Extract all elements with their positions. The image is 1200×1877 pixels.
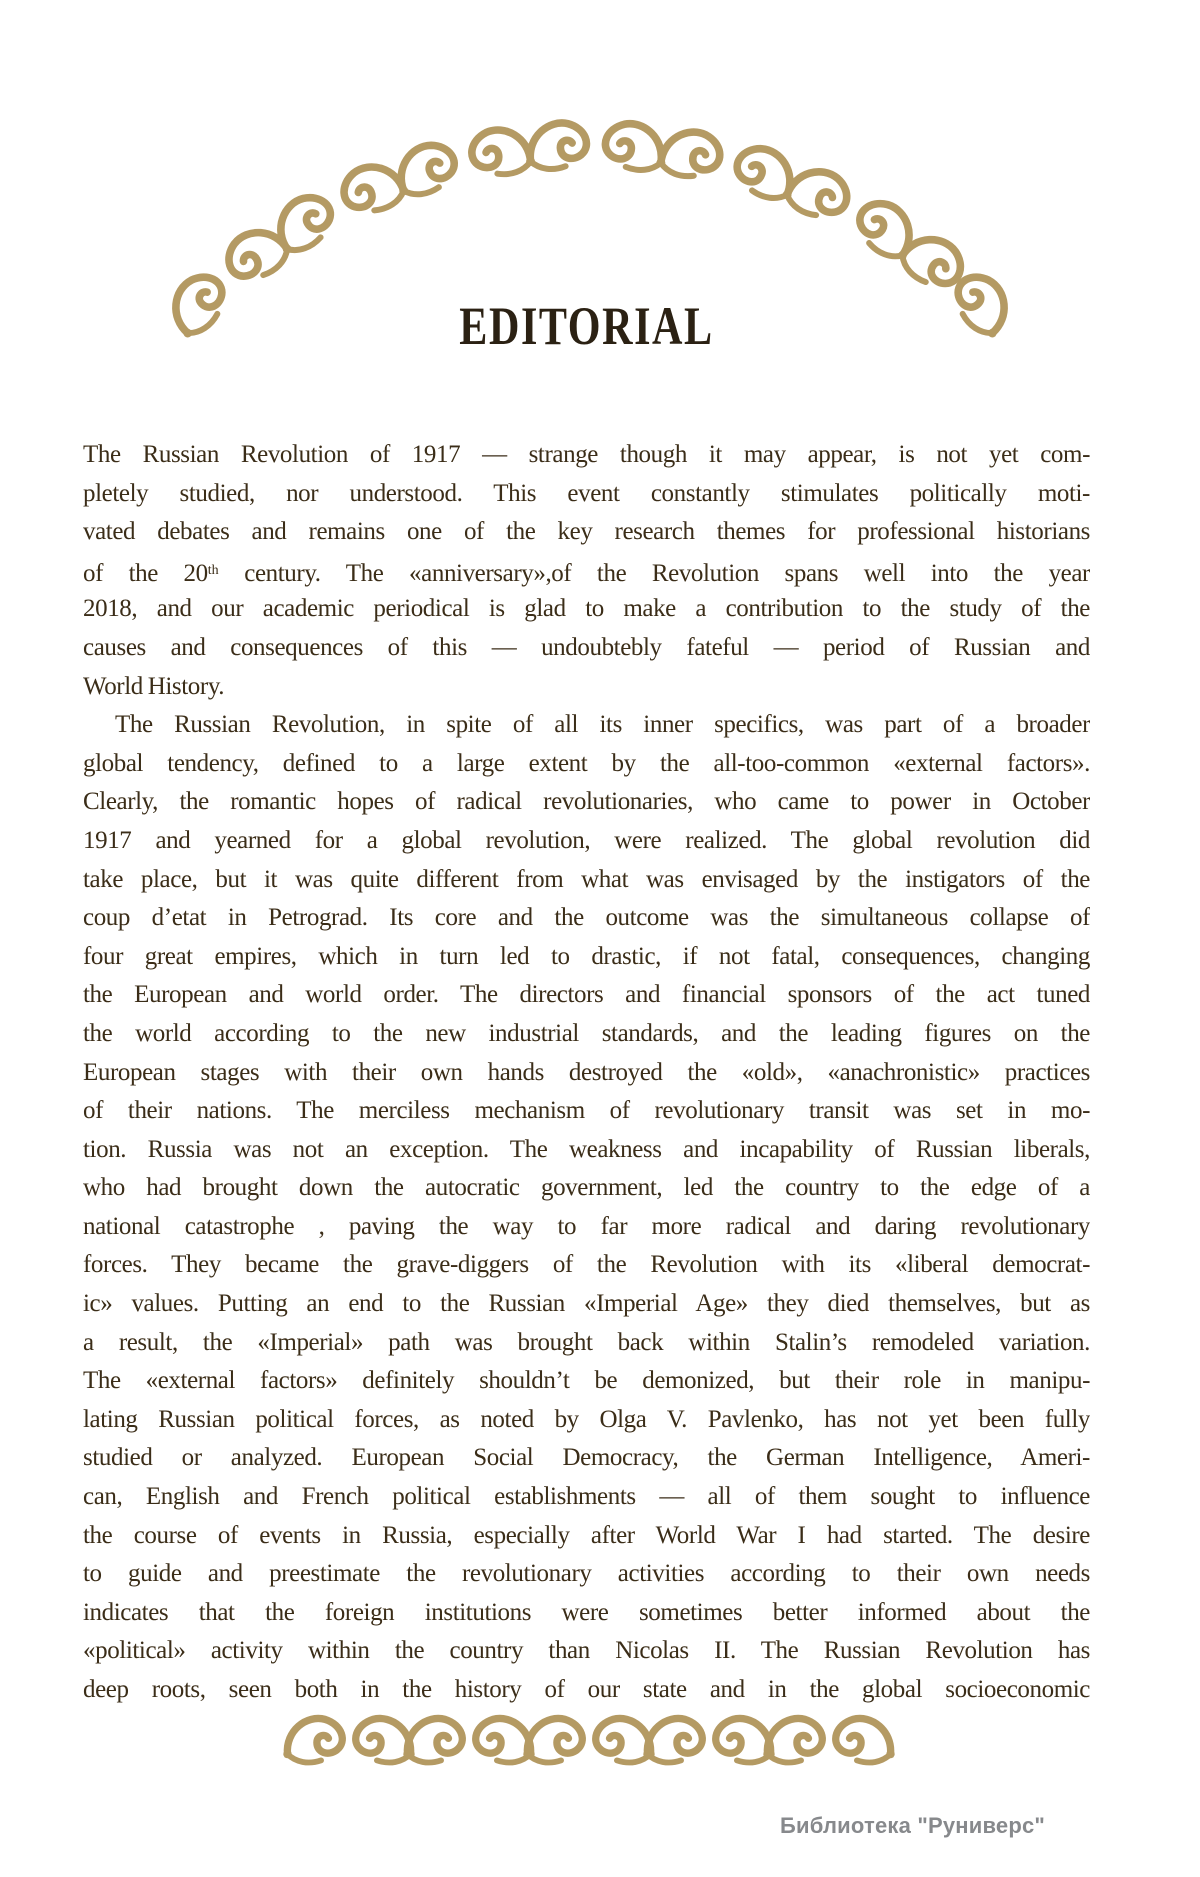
bottom-ornament bbox=[288, 1712, 890, 1762]
text-line: to guide and preestimate the revolutionary activities according to their own needs bbox=[83, 1560, 1090, 1588]
paragraph bbox=[83, 706, 1090, 1709]
text-line: 2018, and our academic periodical is glad to make a contribution to the study of the bbox=[83, 595, 1090, 623]
text-line: The Russian Revolution, in spite of all its inner specifics, was part of a broader bbox=[115, 711, 1090, 739]
text-line: who had brought down the autocratic government, led the country to the edge of a bbox=[83, 1174, 1090, 1202]
text-line: national catastrophe , paving the way to far more radical and daring revolutionary bbox=[83, 1212, 1090, 1240]
text-line: Clearly, the romantic hopes of radical revolutionaries, who came to power in October bbox=[83, 788, 1090, 816]
text-line: studied or analyzed. European Social Democracy, the German Intelligence, Ameri- bbox=[83, 1444, 1090, 1472]
text-line: global tendency, defined to a large extent by the all-too-common «external factors». bbox=[83, 749, 1090, 777]
text-line: World History. bbox=[83, 672, 225, 700]
text-line: ic» values. Putting an end to the Russian «Imperial Age» they died themselves, but as bbox=[83, 1290, 1090, 1318]
text-line: of their nations. The merciless mechanism of revolutionary transit was set in mo- bbox=[83, 1097, 1090, 1125]
text-line: indicates that the foreign institutions were sometimes better informed about the bbox=[83, 1598, 1090, 1626]
text-line: of the 20th century. The «anniversary»,of the Revolution spans well into the year bbox=[83, 559, 1090, 587]
page-title: EDITORIAL bbox=[459, 296, 714, 356]
text-line: can, English and French political establishments — all of them sought to influence bbox=[83, 1483, 1090, 1511]
text-line: tion. Russia was not an exception. The weakness and incapability of Russian liberals, bbox=[83, 1135, 1090, 1163]
text-line: a result, the «Imperial» path was brought back within Stalin’s remodeled variation. bbox=[83, 1328, 1090, 1356]
text-line: The Russian Revolution of 1917 — strange though it may appear, is not yet com- bbox=[83, 441, 1090, 468]
paragraph bbox=[83, 436, 1090, 706]
text-line: lating Russian political forces, as noted by Olga V. Pavlenko, has not yet been fully bbox=[83, 1405, 1090, 1433]
text-line: causes and consequences of this — undoubtebly fateful — period of Russian and bbox=[83, 633, 1090, 661]
text-line: European stages with their own hands destroyed the «old», «anachronistic» practices bbox=[83, 1058, 1090, 1086]
text-line: forces. They became the grave-diggers of the Revolution with its «liberal democrat- bbox=[83, 1251, 1090, 1279]
text-line: four great empires, which in turn led to drastic, if not fatal, consequences, changing bbox=[83, 942, 1090, 970]
text-line: «political» activity within the country than Nicolas II. The Russian Revolution has bbox=[83, 1637, 1090, 1665]
library-watermark: Библиотека "Руниверс" bbox=[780, 1813, 1046, 1838]
text-line: deep roots, seen both in the history of our state and in the global socioeconomic bbox=[83, 1676, 1090, 1703]
text-line: the European and world order. The directors and financial sponsors of the act tuned bbox=[83, 981, 1090, 1009]
text-line: coup d’etat in Petrograd. Its core and the outcome was the simultaneous collapse of bbox=[83, 904, 1090, 932]
text-line: the course of events in Russia, especially after World War I had started. The desire bbox=[83, 1521, 1090, 1549]
text-line: 1917 and yearned for a global revolution, were realized. The global revolution did bbox=[83, 826, 1090, 854]
text-line: vated debates and remains one of the key research themes for professional historians bbox=[83, 518, 1090, 546]
body-text bbox=[83, 436, 1090, 1710]
text-line: take place, but it was quite different from what was envisaged by the instigators of the bbox=[83, 865, 1090, 893]
text-line: the world according to the new industrial standards, and the leading figures on the bbox=[83, 1019, 1090, 1047]
text-line: pletely studied, nor understood. This event constantly stimulates politically moti- bbox=[83, 479, 1090, 507]
text-line: The «external factors» definitely shouldn’t be demonized, but their role in manipu- bbox=[83, 1367, 1090, 1395]
